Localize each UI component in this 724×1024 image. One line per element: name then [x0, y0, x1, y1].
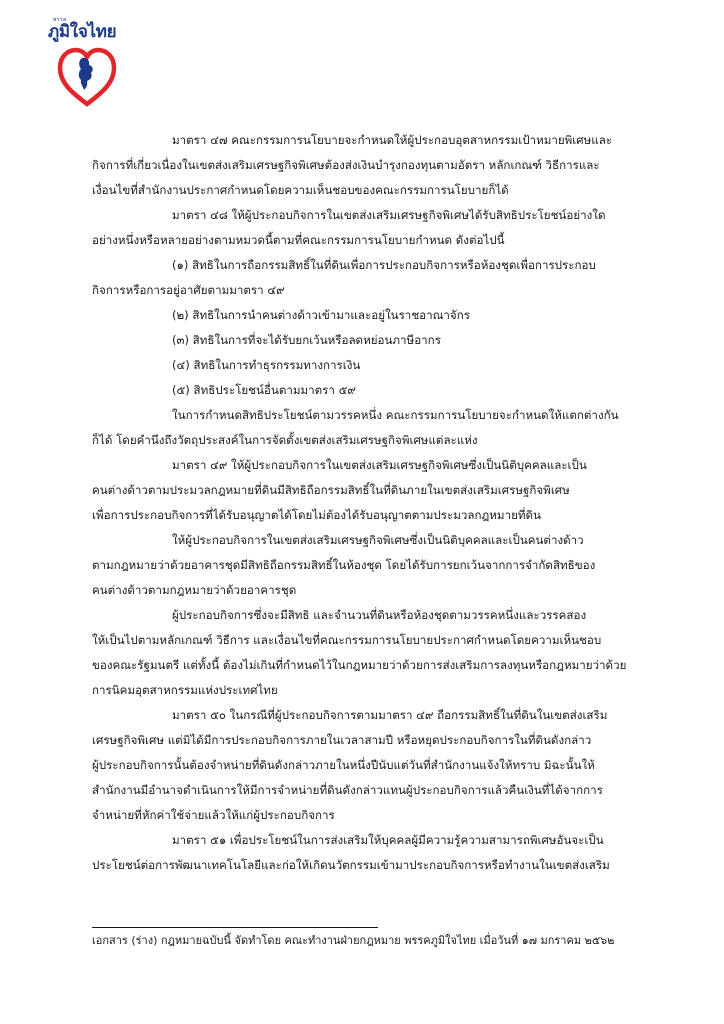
- text-line: (๔) สิทธิในการทำธุรกรรมทางการเงิน: [172, 358, 361, 372]
- text-line: มาตรา ๔๗ คณะกรรมการนโยบายจะกำหนดให้ผู้ประกอบอุตสาหกรรมเป้าหมายพิเศษและ: [172, 133, 613, 147]
- text-line: (๒) สิทธิในการนำคนต่างด้าวเข้ามาและอยู่ในราชอาณาจักร: [172, 308, 470, 322]
- text-line: (๑) สิทธิในการถือกรรมสิทธิ์ในที่ดินเพื่อการประกอบกิจการหรือห้องชุดเพื่อการประกอบ: [172, 258, 596, 272]
- text-line: ผู้ประกอบกิจการนั้นต้องจำหน่ายที่ดินดังกล่าวภายในหนึ่งปีนับแต่วันที่สำนักงานแจ้งให้ทราบ มิฉะนั้นให้: [92, 758, 595, 772]
- text-line: กิจการที่เกี่ยวเนื่องในเขตส่งเสริมเศรษฐกิจพิเศษต้องส่งเงินบำรุงกองทุนตามอัตรา หลักเกณฑ์ วิธีการและ: [92, 158, 600, 172]
- text-line: มาตรา ๕๐ ในกรณีที่ผู้ประกอบกิจการตามมาตรา ๔๙ ถือกรรมสิทธิ์ในที่ดินในเขตส่งเสริม: [172, 708, 608, 722]
- logo-small-text: พรรค: [53, 17, 68, 23]
- text-line: เพื่อการประกอบกิจการที่ได้รับอนุญาตได้โดยไม่ต้องได้รับอนุญาตตามประมวลกฎหมายที่ดิน: [92, 508, 541, 522]
- text-line: ก็ได้ โดยคำนึงถึงวัตถุประสงค์ในการจัดตั้งเขตส่งเสริมเศรษฐกิจพิเศษแต่ละแห่ง: [92, 433, 478, 447]
- document-body: [92, 128, 640, 878]
- text-line: คนต่างด้าวตามประมวลกฎหมายที่ดินมีสิทธิถือกรรมสิทธิ์ในที่ดินภายในเขตส่งเสริมเศรษฐกิจพิเศษ: [92, 483, 570, 497]
- text-line: (๕) สิทธิประโยชน์อื่นตามมาตรา ๕๙: [172, 383, 356, 397]
- text-line: ของคณะรัฐมนตรี แต่ทั้งนี้ ต้องไม่เกินที่กำหนดไว้ในกฎหมายว่าด้วยการส่งเสริมการลงทุนหรือกฎหมายว่าด้วย: [92, 658, 627, 672]
- text-line: มาตรา ๔๙ ให้ผู้ประกอบกิจการในเขตส่งเสริมเศรษฐกิจพิเศษซึ่งเป็นนิติบุคคลและเป็น: [172, 458, 587, 472]
- logo-name: ภูมิใจไทย: [48, 22, 117, 42]
- text-line: จำหน่ายที่หักค่าใช้จ่ายแล้วให้แก่ผู้ประกอบกิจการ: [92, 808, 335, 822]
- text-line: (๓) สิทธิในการที่จะได้รับยกเว้นหรือลดหย่อนภาษีอากร: [172, 333, 441, 347]
- text-line: เศรษฐกิจพิเศษ แต่มิได้มีการประกอบกิจการภายในเวลาสามปี หรือหยุดประกอบกิจการในที่ดินดังกล่าว: [92, 733, 592, 747]
- text-line: สำนักงานมีอำนาจดำเนินการให้มีการจำหน่ายที่ดินดังกล่าวแทนผู้ประกอบกิจการแล้วคืนเงินที่ได้จากการ: [92, 783, 603, 797]
- text-line: กิจการหรือการอยู่อาศัยตามมาตรา ๔๙: [92, 283, 285, 297]
- text-line: คนต่างด้าวตามกฎหมายว่าด้วยอาคารชุด: [92, 583, 297, 597]
- text-line: ให้ผู้ประกอบกิจการในเขตส่งเสริมเศรษฐกิจพิเศษซึ่งเป็นนิติบุคคลและเป็นคนต่างด้าว: [172, 533, 584, 547]
- footnote-divider: [92, 927, 378, 928]
- text-line: ให้เป็นไปตามหลักเกณฑ์ วิธีการ และเงื่อนไขที่คณะกรรมการนโยบายประกาศกำหนดโดยความเห็นชอบ: [92, 633, 602, 647]
- footnote: เอกสาร (ร่าง) กฎหมายฉบับนี้ จัดทำโดย คณะทำงานฝ่ายกฎหมาย พรรคภูมิใจไทย เมื่อวันที่ ๑๗ มกราคม ๒๕๖๒: [92, 934, 615, 947]
- text-line: มาตรา ๔๘ ให้ผู้ประกอบกิจการในเขตส่งเสริมเศรษฐกิจพิเศษได้รับสิทธิประโยชน์อย่างใด: [172, 208, 606, 222]
- text-line: ตามกฎหมายว่าด้วยอาคารชุดมีสิทธิถือกรรมสิทธิ์ในห้องชุด โดยได้รับการยกเว้นจากการจำกัดสิทธิของ: [92, 558, 596, 572]
- party-logo: [48, 17, 138, 114]
- text-line: ในการกำหนดสิทธิประโยชน์ตามวรรคหนึ่ง คณะกรรมการนโยบายจะกำหนดให้แตกต่างกัน: [172, 408, 619, 422]
- text-line: ผู้ประกอบกิจการซึ่งจะมีสิทธิ และจำนวนที่ดินหรือห้องชุดตามวรรคหนึ่งและวรรคสอง: [172, 608, 587, 622]
- text-line: มาตรา ๕๑ เพื่อประโยชน์ในการส่งเสริมให้บุคคลผู้มีความรู้ความสามารถพิเศษอันจะเป็น: [172, 833, 604, 847]
- text-line: การนิคมอุตสาหกรรมแห่งประเทศไทย: [92, 683, 278, 697]
- heart-map-icon: [56, 44, 118, 108]
- text-line: ประโยชน์ต่อการพัฒนาเทคโนโลยีและก่อให้เกิดนวัตกรรมเข้ามาประกอบกิจการหรือทำงานในเขตส่งเสริม: [92, 858, 610, 872]
- text-line: เงื่อนไขที่สำนักงานประกาศกำหนดโดยความเห็นชอบของคณะกรรมการนโยบายก็ได้: [92, 183, 509, 197]
- text-line: อย่างหนึ่งหรือหลายอย่างตามหมวดนี้ตามที่คณะกรรมการนโยบายกำหนด ดังต่อไปนี้: [92, 233, 505, 247]
